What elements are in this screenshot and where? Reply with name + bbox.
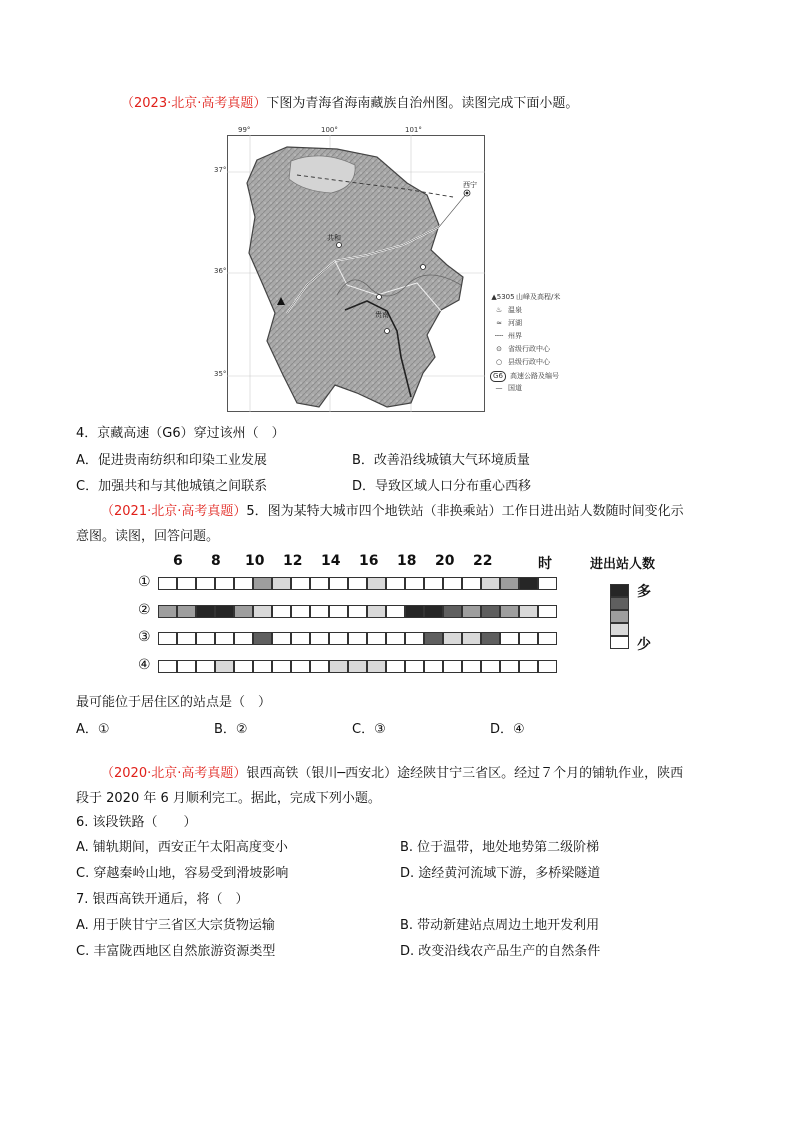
station-cell: [405, 632, 424, 645]
station-cell: [481, 577, 500, 590]
station-cell: [272, 605, 291, 618]
county-center-icon: ○: [495, 358, 503, 366]
station-cell: [196, 577, 215, 590]
station-cell: [538, 660, 557, 673]
station-cell: [367, 605, 386, 618]
station-cell: [234, 632, 253, 645]
hour-label: 16: [359, 553, 379, 569]
station-cell: [348, 660, 367, 673]
station-cell: [272, 577, 291, 590]
station-cell: [329, 660, 348, 673]
station-cell: [386, 660, 405, 673]
station-cell: [158, 605, 177, 618]
station-cell: [443, 577, 462, 590]
station-cell: [500, 577, 519, 590]
q5-intro-line2: 意图。读图，回答问题。: [76, 529, 220, 544]
q5-option-b[interactable]: B．②: [214, 722, 248, 737]
station-cell: [481, 632, 500, 645]
hour-label: 6: [173, 553, 183, 569]
legend-hotspring-label: 温泉: [508, 306, 522, 314]
station-cell: [215, 605, 234, 618]
station-cell: [500, 605, 519, 618]
station-cell: [329, 577, 348, 590]
station-cell: [462, 605, 481, 618]
station-label: ④: [138, 657, 151, 673]
hour-label: 22: [473, 553, 493, 569]
station-cell: [538, 632, 557, 645]
station-cell: [196, 660, 215, 673]
legend-river: [490, 319, 522, 328]
station-cell: [443, 632, 462, 645]
map-lon-100: 100°: [321, 126, 338, 134]
station-cell: [310, 605, 329, 618]
station-cell: [519, 660, 538, 673]
legend-national-road-label: 国道: [508, 384, 522, 392]
hour-label: 8: [211, 553, 221, 569]
station-cell: [481, 605, 500, 618]
station-cell: [234, 605, 253, 618]
legend-title: 进出站人数: [590, 557, 656, 572]
q5-option-a[interactable]: A．①: [76, 722, 110, 737]
station-cell: [519, 632, 538, 645]
map-label-guinan: 贵南: [375, 311, 389, 319]
legend-swatch: [610, 610, 629, 623]
time-unit: 时: [538, 556, 552, 572]
station-cell: [538, 577, 557, 590]
hour-label: 12: [283, 553, 303, 569]
station-cell: [196, 605, 215, 618]
boundary-icon: ╌╌: [494, 332, 504, 340]
q5-intro-line1: [101, 503, 684, 521]
map-lon-99: 99°: [238, 126, 251, 134]
legend-county: [490, 358, 550, 367]
station-cell: [424, 632, 443, 645]
q6-option-d[interactable]: D. 途经黄河流域下游，多桥梁隧道: [400, 866, 601, 881]
station-label: ③: [138, 629, 151, 645]
hour-label: 18: [397, 553, 417, 569]
station-cell: [158, 577, 177, 590]
station-cell: [424, 577, 443, 590]
legend-peak: [490, 293, 560, 302]
q7-option-a[interactable]: A. 用于陕甘宁三省区大宗货物运输: [76, 918, 275, 933]
station-cell: [291, 577, 310, 590]
station-cell: [386, 632, 405, 645]
q7-option-b[interactable]: B. 带动新建站点周边土地开发利用: [400, 918, 600, 933]
q6-question: 6. 该段铁路（ ）: [76, 815, 197, 830]
legend-river-label: 河湖: [508, 319, 522, 327]
station-cell: [234, 577, 253, 590]
station-cell: [196, 632, 215, 645]
station-label: ②: [138, 602, 151, 618]
station-cell: [215, 632, 234, 645]
legend-hotspring: [490, 306, 522, 315]
station-cell: [367, 632, 386, 645]
q6-option-c[interactable]: C. 穿越秦岭山地，容易受到滑坡影响: [76, 866, 289, 881]
legend-highway: [490, 371, 559, 382]
q7-question: 7. 银西高铁开通后，将（ ）: [76, 892, 249, 907]
map-figure: [227, 135, 485, 412]
provincial-center-icon: ⊙: [496, 345, 502, 353]
q5-question: 最可能位于居住区的站点是（ ）: [76, 695, 272, 710]
q6-option-b[interactable]: B. 位于温带，地处地势第二级阶梯: [400, 840, 600, 855]
station-cell: [310, 632, 329, 645]
q5-option-d[interactable]: D．④: [490, 722, 525, 737]
legend-less: 少: [637, 637, 651, 653]
station-cell: [519, 577, 538, 590]
station-cell: [272, 632, 291, 645]
station-cell: [462, 660, 481, 673]
q4-option-c[interactable]: C．加强共和与其他城镇之间联系: [76, 479, 268, 494]
station-cell: [348, 577, 367, 590]
legend-highway-label: 高速公路及编号: [510, 372, 559, 380]
station-cell: [177, 577, 196, 590]
hour-label: 10: [245, 553, 265, 569]
map-label-gonghe: 共和: [327, 234, 341, 242]
station-cell: [158, 660, 177, 673]
station-cell: [386, 605, 405, 618]
hour-label: 20: [435, 553, 455, 569]
station-cell: [272, 660, 291, 673]
q4-option-d[interactable]: D．导致区域人口分布重心西移: [352, 479, 532, 494]
map-label-xining: 西宁: [463, 181, 477, 189]
station-cell: [291, 660, 310, 673]
map-lat-35: 35°: [214, 370, 227, 378]
hotspring-icon: ♨: [495, 306, 503, 314]
legend-national-road: [490, 384, 522, 393]
station-cell: [443, 605, 462, 618]
station-cell: [177, 660, 196, 673]
station-cell: [177, 605, 196, 618]
q1-intro: 下图为青海省海南藏族自治州图。读图完成下面小题。: [266, 96, 579, 111]
station-cell: [253, 660, 272, 673]
station-cell: [481, 660, 500, 673]
station-cell: [177, 632, 196, 645]
station-cell: [329, 632, 348, 645]
q4-option-b[interactable]: B．改善沿线城镇大气环境质量: [352, 453, 530, 468]
q4-question: 4．京藏高速（G6）穿过该州（ ）: [76, 426, 285, 441]
station-cell: [519, 605, 538, 618]
station-cell: [291, 632, 310, 645]
station-cell: [215, 660, 234, 673]
legend-swatch: [610, 597, 629, 610]
station-cell: [310, 577, 329, 590]
q3-intro-line2: 段于 2020 年 6 月顺利完工。据此，完成下列小题。: [76, 791, 381, 806]
station-cell: [405, 605, 424, 618]
national-road-icon: —: [495, 384, 503, 392]
legend-swatch: [610, 636, 629, 649]
legend-peak-label: 山峰及高程/米: [516, 293, 561, 301]
legend-boundary: [490, 332, 522, 341]
station-cell: [405, 660, 424, 673]
legend-highway-code: G6: [490, 371, 506, 382]
q2-intro1: 5．图为某特大城市四个地铁站（非换乘站）工作日进出站人数随时间变化示: [246, 504, 684, 519]
station-cell: [329, 605, 348, 618]
station-cell: [500, 632, 519, 645]
station-cell: [538, 605, 557, 618]
station-cell: [234, 660, 253, 673]
legend-swatch: [610, 584, 629, 597]
q7-option-c[interactable]: C. 丰富陇西地区自然旅游资源类型: [76, 944, 276, 959]
station-cell: [462, 577, 481, 590]
station-cell: [405, 577, 424, 590]
legend-provincial-label: 省级行政中心: [508, 345, 550, 353]
station-cell: [462, 632, 481, 645]
q3-intro1: 银西高铁（银川─西安北）途经陕甘宁三省区。经过７个月的铺轨作业，陕西: [246, 766, 684, 781]
legend-provincial: [490, 345, 550, 354]
station-cell: [158, 632, 177, 645]
legend-county-label: 县级行政中心: [508, 358, 550, 366]
q4-option-a[interactable]: A．促进贵南纺织和印染工业发展: [76, 453, 267, 468]
station-cell: [253, 632, 272, 645]
station-cell: [424, 605, 443, 618]
river-icon: ≈: [496, 319, 502, 327]
hour-label: 14: [321, 553, 341, 569]
station-cell: [367, 660, 386, 673]
station-cell: [500, 660, 519, 673]
station-cell: [348, 632, 367, 645]
station-cell: [253, 605, 272, 618]
legend-boundary-label: 州界: [508, 332, 522, 340]
q1-intro-line: [121, 95, 578, 113]
map-lat-37: 37°: [214, 166, 227, 174]
station-cell: [291, 605, 310, 618]
q1-source: （2023·北京·高考真题）: [121, 96, 267, 111]
station-cell: [367, 577, 386, 590]
station-cell: [424, 660, 443, 673]
legend-more: 多: [637, 584, 651, 600]
station-cell: [386, 577, 405, 590]
q3-source: （2020·北京·高考真题）: [101, 766, 247, 781]
q2-source: （2021·北京·高考真题）: [101, 504, 247, 519]
q3-intro-line1: [101, 765, 683, 783]
station-label: ①: [138, 574, 151, 590]
station-cell: [253, 577, 272, 590]
station-cell: [215, 577, 234, 590]
map-lat-36: 36°: [214, 267, 227, 275]
q6-option-a[interactable]: A. 铺轨期间，西安正午太阳高度变小: [76, 840, 288, 855]
station-cell: [310, 660, 329, 673]
station-cell: [443, 660, 462, 673]
station-cell: [348, 605, 367, 618]
q5-option-c[interactable]: C．③: [352, 722, 386, 737]
q7-option-d[interactable]: D. 改变沿线农产品生产的自然条件: [400, 944, 601, 959]
legend-swatch: [610, 623, 629, 636]
legend-peak-value: ▲5305: [491, 293, 515, 301]
map-lon-101: 101°: [405, 126, 422, 134]
